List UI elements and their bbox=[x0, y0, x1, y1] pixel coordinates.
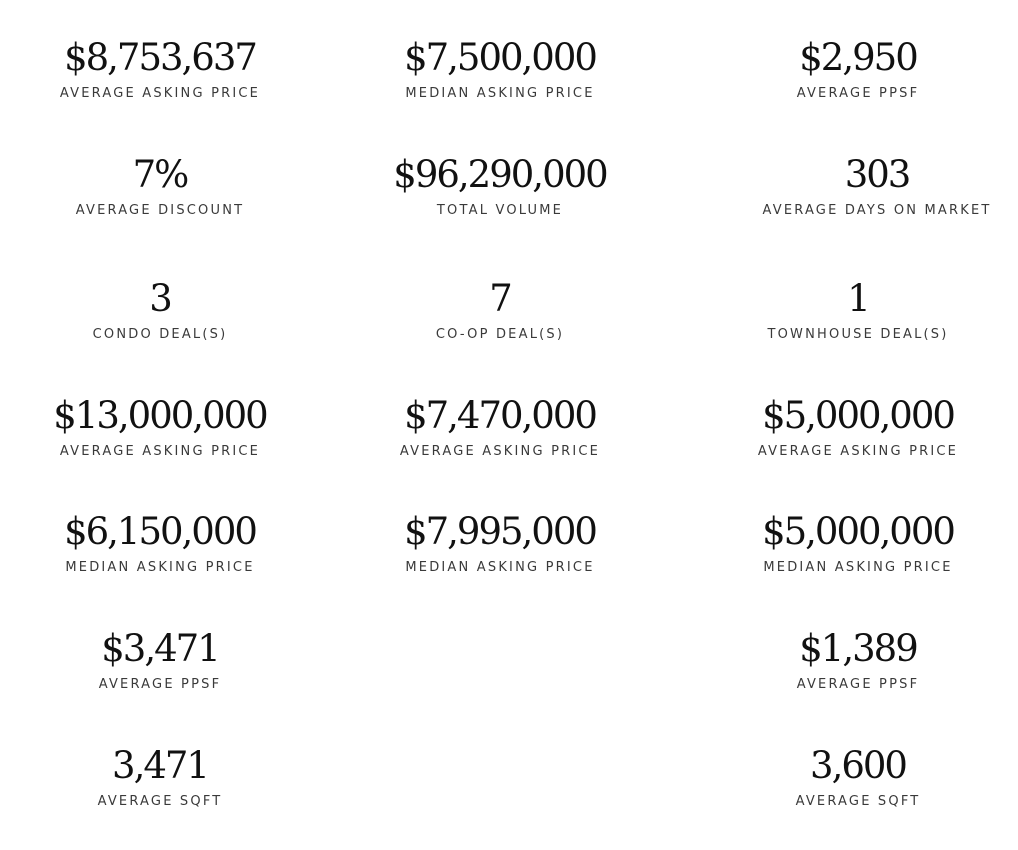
summary-avg-discount bbox=[10, 153, 310, 220]
stat-value: 303 bbox=[844, 153, 910, 196]
stat-label: MEDIAN ASKING PRICE bbox=[65, 560, 255, 575]
stat-label: AVERAGE ASKING PRICE bbox=[757, 444, 959, 459]
stat-label: AVERAGE ASKING PRICE bbox=[399, 444, 601, 459]
stat-value: 3 bbox=[149, 277, 171, 320]
stat-value: 7% bbox=[132, 153, 188, 196]
stat-label: MEDIAN ASKING PRICE bbox=[405, 86, 595, 101]
townhouse-avg-sqft bbox=[708, 744, 1008, 811]
condo-avg-sqft bbox=[10, 744, 310, 811]
stat-value: $6,150,000 bbox=[64, 510, 256, 553]
townhouse-median-asking-price bbox=[708, 510, 1008, 577]
stat-label: AVERAGE DAYS ON MARKET bbox=[762, 203, 992, 218]
stat-value: $5,000,000 bbox=[762, 394, 954, 437]
coop-avg-asking-price bbox=[350, 394, 650, 461]
stat-value: $13,000,000 bbox=[53, 394, 267, 437]
stat-label: AVERAGE PPSF bbox=[98, 677, 222, 692]
stat-value: 3,600 bbox=[810, 744, 906, 787]
stat-value: $7,500,000 bbox=[404, 36, 596, 79]
stat-label: AVERAGE PPSF bbox=[796, 86, 920, 101]
stat-value: 3,471 bbox=[112, 744, 208, 787]
stat-label: MEDIAN ASKING PRICE bbox=[405, 560, 595, 575]
townhouse-deals bbox=[708, 277, 1008, 344]
stat-value: $5,000,000 bbox=[762, 510, 954, 553]
stat-value: $7,470,000 bbox=[404, 394, 596, 437]
summary-avg-asking-price bbox=[10, 36, 310, 103]
condo-avg-ppsf bbox=[10, 627, 310, 694]
summary-avg-ppsf bbox=[708, 36, 1008, 103]
stat-value: $1,389 bbox=[799, 627, 917, 670]
townhouse-avg-ppsf bbox=[708, 627, 1008, 694]
coop-median-asking-price bbox=[350, 510, 650, 577]
summary-median-asking-price bbox=[350, 36, 650, 103]
stat-label: CONDO DEAL(S) bbox=[92, 327, 228, 342]
stat-value: $8,753,637 bbox=[64, 36, 256, 79]
stat-label: MEDIAN ASKING PRICE bbox=[763, 560, 953, 575]
stat-label: TOTAL VOLUME bbox=[436, 203, 564, 218]
stat-value: 1 bbox=[847, 277, 869, 320]
stat-label: AVERAGE SQFT bbox=[795, 794, 921, 809]
stat-label: TOWNHOUSE DEAL(S) bbox=[767, 327, 949, 342]
stat-value: 7 bbox=[489, 277, 511, 320]
summary-total-volume bbox=[350, 153, 650, 220]
stat-label: AVERAGE SQFT bbox=[97, 794, 223, 809]
coop-deals bbox=[350, 277, 650, 344]
condo-median-asking-price bbox=[10, 510, 310, 577]
stat-value: $96,290,000 bbox=[393, 153, 607, 196]
stat-value: $7,995,000 bbox=[404, 510, 596, 553]
stat-label: AVERAGE ASKING PRICE bbox=[59, 86, 261, 101]
stat-label: CO-OP DEAL(S) bbox=[435, 327, 565, 342]
condo-avg-asking-price bbox=[10, 394, 310, 461]
stat-label: AVERAGE PPSF bbox=[796, 677, 920, 692]
stat-value: $2,950 bbox=[799, 36, 917, 79]
stat-value: $3,471 bbox=[101, 627, 219, 670]
condo-deals bbox=[10, 277, 310, 344]
summary-avg-days-on-market bbox=[736, 153, 1018, 220]
stat-label: AVERAGE DISCOUNT bbox=[75, 203, 245, 218]
stat-label: AVERAGE ASKING PRICE bbox=[59, 444, 261, 459]
townhouse-avg-asking-price bbox=[708, 394, 1008, 461]
